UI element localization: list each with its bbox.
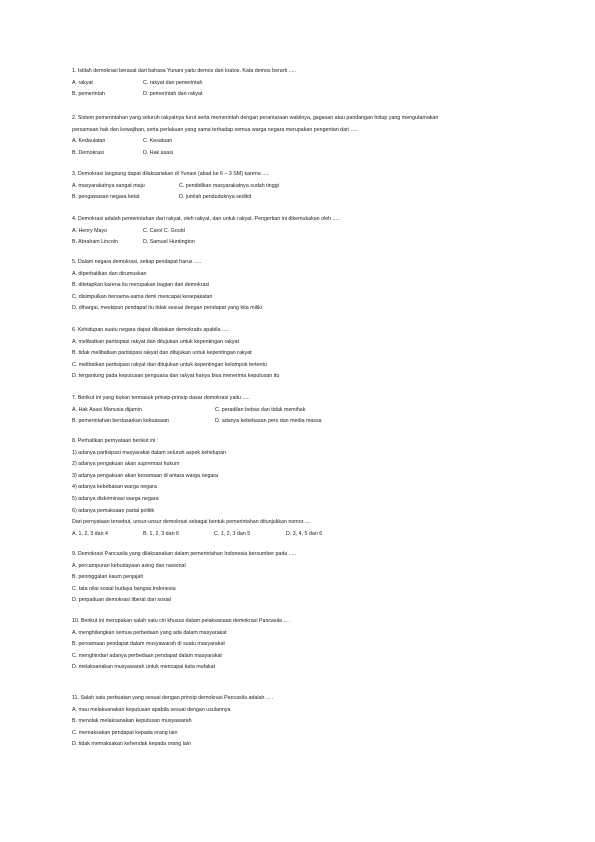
question-stem: 5. Dalam negara demokrasi, setiap pendapat harus .....: [72, 259, 202, 265]
option: A. rakyat: [72, 79, 93, 86]
option: A. diperhatikan dan dirumuskan: [72, 270, 147, 277]
option: D. jumlah penduduknya sedikit: [179, 194, 252, 201]
option: A. masyarakatnya sangat maju: [72, 182, 145, 189]
option: C. rakyat dan pemerintah: [143, 79, 203, 86]
option: C. disimpulkan bersama-sama demi mencapai kesepakatan: [72, 293, 213, 300]
option-row: [72, 405, 532, 417]
option: B. peninggalan kaum penjajah: [72, 574, 144, 581]
option-row: [72, 226, 532, 238]
option: D. Samuel Huntington: [143, 239, 195, 246]
question-9: [72, 549, 532, 607]
option-row: [72, 136, 532, 148]
option: D. Hak asasi: [143, 149, 174, 156]
question-11: [72, 693, 532, 751]
option: B. pemerintahan berdasarkan kekuasaan: [72, 418, 169, 425]
option-row: [72, 181, 532, 193]
option: D. 3, 4, 5 dan 6: [286, 530, 323, 537]
option-row: [72, 89, 532, 101]
option-row: [72, 529, 532, 541]
option: B. pemerintah: [72, 91, 105, 98]
option: B. menolak melaksanakan keputusan musyawarah: [72, 718, 192, 725]
question-prompt: Dari pernyataan tersebut, unsur-unsur demokrasi sebagai bentuk pemerintahan ditunjukkan nomor.....: [72, 519, 311, 526]
option: C. 1, 2, 3 dan 5: [214, 530, 251, 537]
option: B. ditetapkan karena itu merupakan bagian dari demokrasi: [72, 282, 210, 289]
option: C. memaksakan pendapat kepada orang lain: [72, 729, 178, 736]
statement: 4) adanya kebebasan warga negara: [72, 484, 157, 491]
option: C. Carol C. Gould: [143, 227, 185, 234]
statement: 5) adanya diskriminasi warga negara: [72, 495, 159, 502]
question-2: [72, 113, 532, 159]
option: C. melibatkan partisipasi rakyat dan ditujukan untuk kepentingan kelompok tertentu: [72, 361, 267, 368]
option: D. tidak memaksakan kehendak kepada orang lain: [72, 741, 191, 748]
option-row: [72, 78, 532, 90]
question-stem: 4. Demokrasi adalah pemerintahan dari rakyat, oleh rakyat, dan untuk rakyat. Pengertian ini dikemukakan oleh .....: [72, 216, 340, 222]
option: D. adanya kebebasan pers dan media massa: [215, 418, 322, 425]
option: B. 1, 2, 3 dan 6: [143, 530, 179, 537]
statement: 3) adanya pengakuan akan kesamaan di antara warga negara: [72, 472, 219, 479]
option: B. persamaan pendapat dalam musyawarah di suatu masyarakat: [72, 641, 225, 648]
option: D. pemerintah dan rakyat: [143, 91, 203, 98]
option: A. menghilangkan semua perbedaan yang ada dalam masyarakat: [72, 629, 227, 636]
option: A. percampuran kebudayaan asing dan nasional: [72, 562, 186, 569]
question-stem: 1. Istilah demokrasi berasal dari bahasa Yunani yaitu demos dan kratos. Kata demos berarti .....: [72, 68, 296, 74]
question-stem: 9. Demokrasi Pancasila yang dilaksanakan dalam pemerintahan Indonesia bersumber pada .....: [72, 551, 297, 557]
option: A. Hak Asasi Manusia dijamin: [72, 406, 142, 413]
option: A. Henry Mayo: [72, 227, 108, 234]
option-row: [72, 148, 532, 160]
question-8: [72, 436, 532, 540]
question-7: [72, 393, 532, 428]
question-4: [72, 214, 532, 249]
option: D. dihargai, meskipun pendapat itu tidak sesuai dengan pendapat yang kita miliki: [72, 305, 262, 312]
question-stem: 11. Salah satu perbuatan yang sesuai dengan prinsip demokrasi Pancasila adalah ... .: [72, 695, 274, 701]
option: A. Kedaulatan: [72, 138, 106, 145]
option: A. melibatkan partisipasi rakyat dan ditujukan untuk kepentingan rakyat: [72, 338, 239, 345]
option: D. melaksanakan musyawarah untuk mencapai kata mufakat: [72, 664, 216, 671]
option: B. tidak melibatkan partisipasi rakyat dan ditujukan untuk kepentingan rakyat: [72, 350, 252, 357]
option: A. mau melaksanakan keputusan apabila sesuai dengan usulannya: [72, 706, 231, 713]
option: C. peradilan bebas dan tidak memihak: [215, 406, 306, 413]
option: B. Demokrasi: [72, 149, 104, 156]
option: D. tergantung pada keputusan penguasa dan rakyat hanya bisa menerima keputusan itu: [72, 373, 280, 380]
option: C. tata nilai sosial budaya bangsa Indonesia: [72, 585, 176, 592]
statement: 6) adanya pemaksaan partai politik: [72, 507, 155, 514]
question-stem: 8. Perhatikan pernyataan berikut ini :: [72, 438, 159, 444]
question-1: [72, 66, 532, 101]
question-stem: 7. Berikut ini yang bukan termasuk prinsip-prinsip dasar demokrasi yaitu .....: [72, 395, 250, 401]
statement: 1) adanya partisipasi masyarakat dalam seluruh aspek kehidupan: [72, 449, 226, 456]
question-stem: 3. Demokrasi langsung dapat dilaksanakan di Yunani (abad ke 6 – 3 SM) karena .....: [72, 171, 270, 177]
option-row: [72, 237, 532, 249]
option: C. Kesatuan: [143, 138, 173, 145]
option: B. Abraham Lincoln: [72, 239, 118, 246]
question-3: [72, 169, 532, 204]
option: D. perpaduan demokrasi liberal dan sosial: [72, 597, 171, 604]
option: B. pengawasan negara ketat: [72, 194, 140, 201]
option-row: [72, 192, 532, 204]
option: A. 1, 2, 3 dan 4: [72, 530, 108, 537]
option-row: [72, 416, 532, 428]
question-10: [72, 616, 532, 674]
question-stem: 2. Sistem pemerintahan yang seluruh rakyatnya turut serta memerintah dengan perantaraan wakilnya, gagasan atau pandangan hidup yang mengutamakan: [72, 115, 439, 121]
question-stem: 6. Kehidupan suatu negara dapat dikatakan demokratis apabila .....: [72, 327, 230, 333]
option: C. pendidikan masyarakatnya sudah tinggi: [179, 182, 279, 189]
statement: 2) adanya pengakuan akan supremasi hukum: [72, 461, 180, 468]
question-6: [72, 325, 532, 383]
question-5: [72, 257, 532, 315]
option: C. menghindari adanya perbedaan pendapat dalam masyarakat: [72, 652, 222, 659]
question-stem: 10. Berikut ini merupakan salah satu ciri khusus dalam pelaksanaan demokrasi Pancasila ... .: [72, 618, 291, 624]
question-stem-continued: persamaan hak dan kewajiban, serta perlakuan yang sama terhadap semua warga negara merupakan pengertian dari .....: [72, 126, 358, 133]
